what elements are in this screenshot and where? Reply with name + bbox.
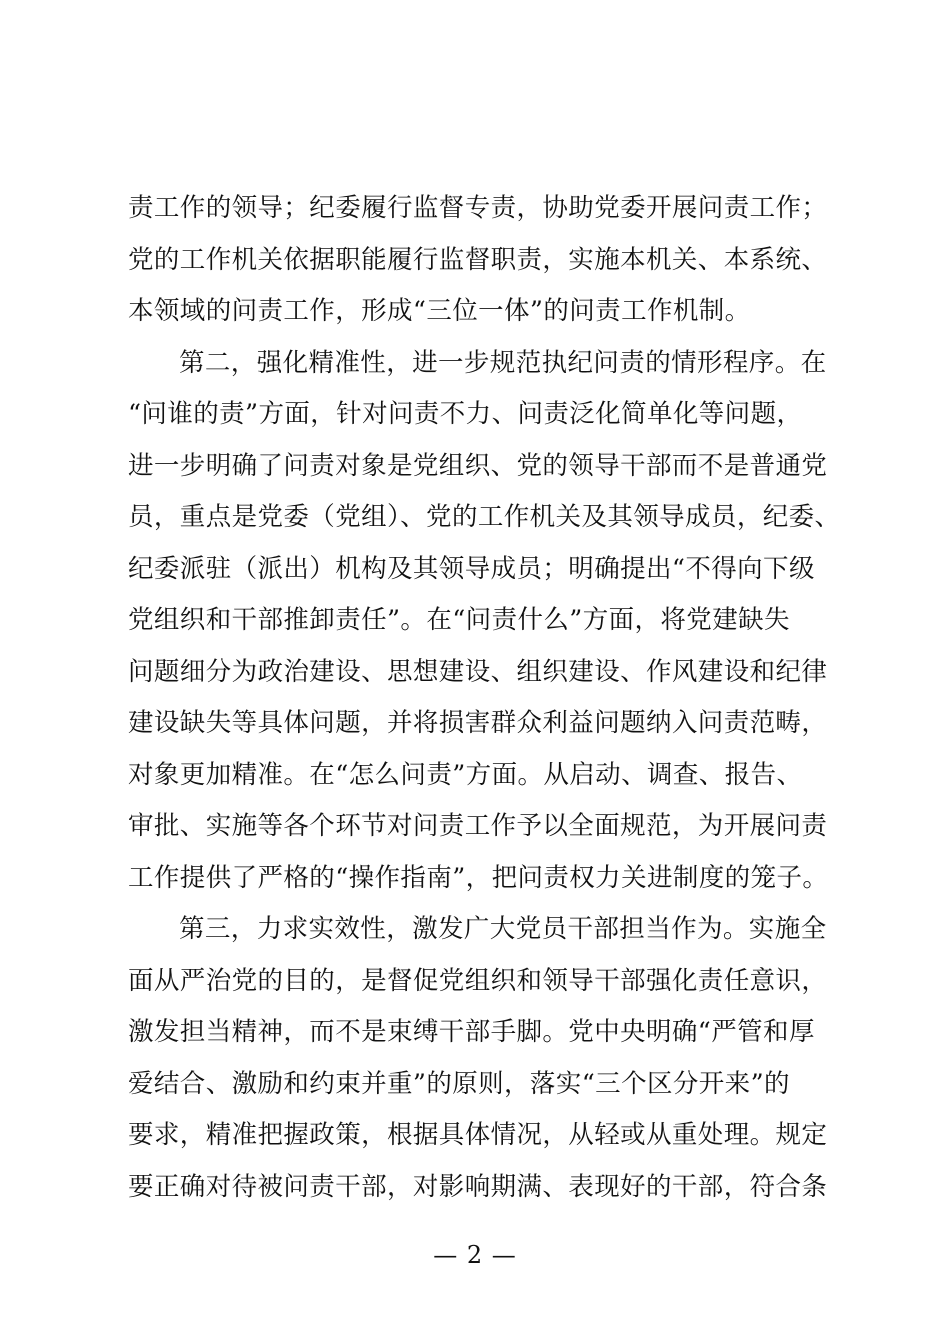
text-line: 要求，精准把握政策，根据具体情况，从轻或从重处理。规定 [128,1120,828,1150]
text-line: 责工作的领导；纪委履行监督专责，协助党委开展问责工作； [128,193,828,223]
text-line: 问题细分为政治建设、思想建设、组织建设、作风建设和纪律 [128,656,828,687]
text-line: “问谁的责”方面，针对问责不力、问责泛化简单化等问题， [128,399,803,429]
text-line: 对象更加精准。在“怎么问责”方面。从启动、调查、报告、 [128,759,803,790]
text-line: 党的工作机关依据职能履行监督职责，实施本机关、本系统、 [128,244,828,275]
body-text [128,183,848,1213]
text-line: 面从严治党的目的，是督促党组织和领导干部强化责任意识， [128,965,828,996]
text-line: 审批、实施等各个环节对问责工作予以全面规范，为开展问责 [128,811,828,841]
text-line: 本领域的问责工作，形成“三位一体”的问责工作机制。 [128,296,751,326]
text-line: 建设缺失等具体问题，并将损害群众利益问题纳入问责范畴， [128,708,828,738]
paragraph-first-line: 第三，力求实效性，激发广大党员干部担当作为。实施全 [179,914,827,944]
text-line: 党组织和干部推卸责任”。在“问责什么”方面，将党建缺失 [128,605,790,635]
text-line: 要正确对待被问责干部，对影响期满、表现好的干部，符合条 [128,1171,828,1202]
paragraph-first-line: 第二，强化精准性，进一步规范执纪问责的情形程序。在 [179,347,827,378]
page-number: — 2 — [433,1241,517,1269]
text-line: 工作提供了严格的“操作指南”，把问责权力关进制度的笼子。 [128,862,829,893]
text-line: 进一步明确了问责对象是党组织、党的领导干部而不是普通党 [128,450,828,481]
text-line: 爱结合、激励和约束并重”的原则，落实“三个区分开来”的 [128,1068,790,1099]
text-line: 激发担当精神，而不是束缚干部手脚。党中央明确“严管和厚 [128,1017,815,1047]
text-line: 纪委派驻（派出）机构及其领导成员；明确提出“不得向下级 [128,553,815,584]
text-line: 员，重点是党委（党组）、党的工作机关及其领导成员，纪委、 [128,502,841,532]
